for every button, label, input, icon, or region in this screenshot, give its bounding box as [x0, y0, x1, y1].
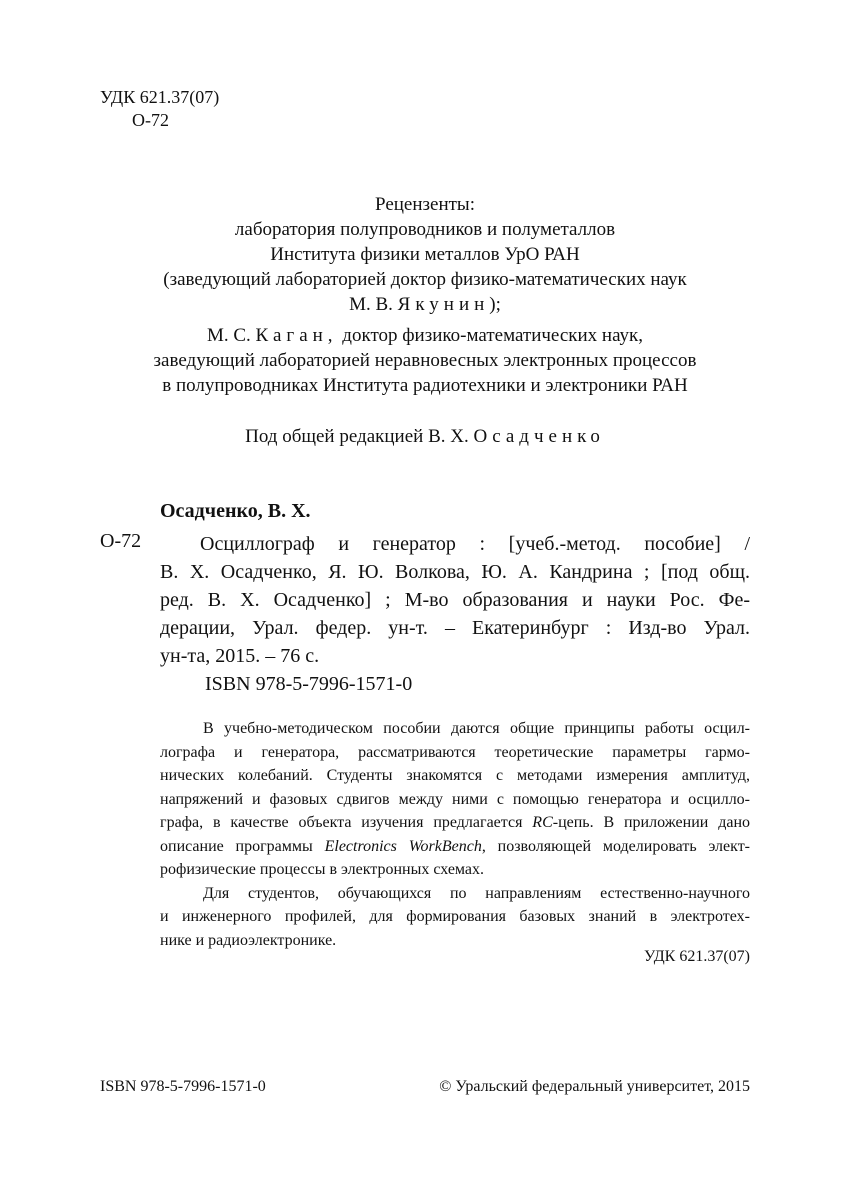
annotation-line	[160, 835, 750, 859]
biblio-line: Осциллограф и генератор : [учеб.-метод. пособие] /	[200, 533, 750, 555]
reviewer-initials: М. С.	[206, 325, 251, 346]
reviewer-name: Каган,	[255, 325, 338, 346]
annotation-line: нических колебаний. Студенты знакомятся с методами измерения амплитуд,	[160, 767, 750, 784]
footer-isbn: ISBN 978-5-7996-1571-0	[100, 1078, 266, 1095]
bibliographic-description	[160, 530, 750, 670]
annotation-line: рофизические процессы в электронных схемах.	[160, 861, 485, 878]
bibliographic-code: О-72	[100, 530, 142, 552]
annotation-line: нике и радиоэлектронике.	[160, 931, 337, 949]
annotation-line: и инженерного профилей, для формирования базовых знаний в электротех-	[160, 908, 750, 925]
annotation-text: описание программы	[160, 837, 325, 855]
annotation-line: напряжений и фазовых сдвигов между ними с помощью генератора и осцилло-	[160, 790, 750, 808]
general-editor-line	[100, 424, 750, 449]
reviewer-name: Якунин	[397, 294, 490, 315]
reviewer-line: (заведующий лабораторией доктор физико-математических наук	[163, 269, 687, 290]
reviewers-block	[100, 192, 750, 398]
biblio-line: дерации, Урал. федер. ун-т. – Екатеринбург : Изд-во Урал.	[160, 617, 750, 639]
reviewer-line: в полупроводниках Института радиотехники и электроники РАН	[162, 375, 688, 396]
udk-code: УДК 621.37(07)	[100, 87, 220, 107]
biblio-line: ред. В. Х. Осадченко] ; М-во образования и науки Рос. Фе-	[160, 589, 750, 611]
copyright: © Уральский федеральный университет, 2015	[439, 1078, 750, 1095]
reviewer-yakunin-line	[100, 292, 750, 317]
annotation-text: -цепь. В приложении дано	[552, 814, 751, 831]
biblio-line: ун-та, 2015. – 76 с.	[160, 645, 320, 667]
author-heading: Осадченко, В. Х.	[160, 500, 311, 522]
annotation-line: Для студентов, обучающихся по направлениям естественно-научного	[203, 884, 750, 902]
software-name: Electronics WorkBench	[324, 837, 482, 855]
reviewer-initials: М. В.	[349, 294, 393, 315]
editor-prefix: Под общей редакцией	[245, 426, 429, 447]
reviewer-line: заведующий лабораторией неравновесных электронных процессов	[153, 350, 697, 371]
udk-block	[100, 86, 219, 132]
biblio-line: В. Х. Осадченко, Я. Ю. Волкова, Ю. А. Кандрина ; [под общ.	[160, 561, 750, 583]
annotation-text: графа, в качестве объекта изучения предлагается	[160, 814, 533, 831]
reviewer-kagan-line	[100, 323, 750, 348]
editor-name: Осадченко	[473, 426, 605, 447]
library-code: О-72	[132, 110, 169, 130]
annotation-text: , позволяющей моделировать элект-	[481, 837, 751, 855]
isbn: ISBN 978-5-7996-1571-0	[205, 673, 413, 695]
udk-bottom: УДК 621.37(07)	[644, 948, 750, 965]
editor-initials: В. Х.	[428, 426, 469, 447]
reviewer-rest: доктор физико-математических наук,	[337, 325, 644, 346]
reviewer-line: лаборатория полупроводников и полуметаллов	[234, 219, 616, 240]
reviewer-tail: );	[489, 294, 501, 315]
annotation-line: В учебно-методическом пособии даются общие принципы работы осцил-	[203, 720, 750, 737]
annotation-line: лографа и генератора, рассматриваются теоретические параметры гармо-	[160, 743, 750, 761]
reviewers-heading: Рецензенты:	[375, 194, 475, 215]
reviewer-line: Института физики металлов УрО РАН	[270, 244, 580, 265]
annotation-line	[160, 811, 750, 835]
annotation	[160, 717, 750, 952]
rc-term: RC	[532, 814, 553, 831]
